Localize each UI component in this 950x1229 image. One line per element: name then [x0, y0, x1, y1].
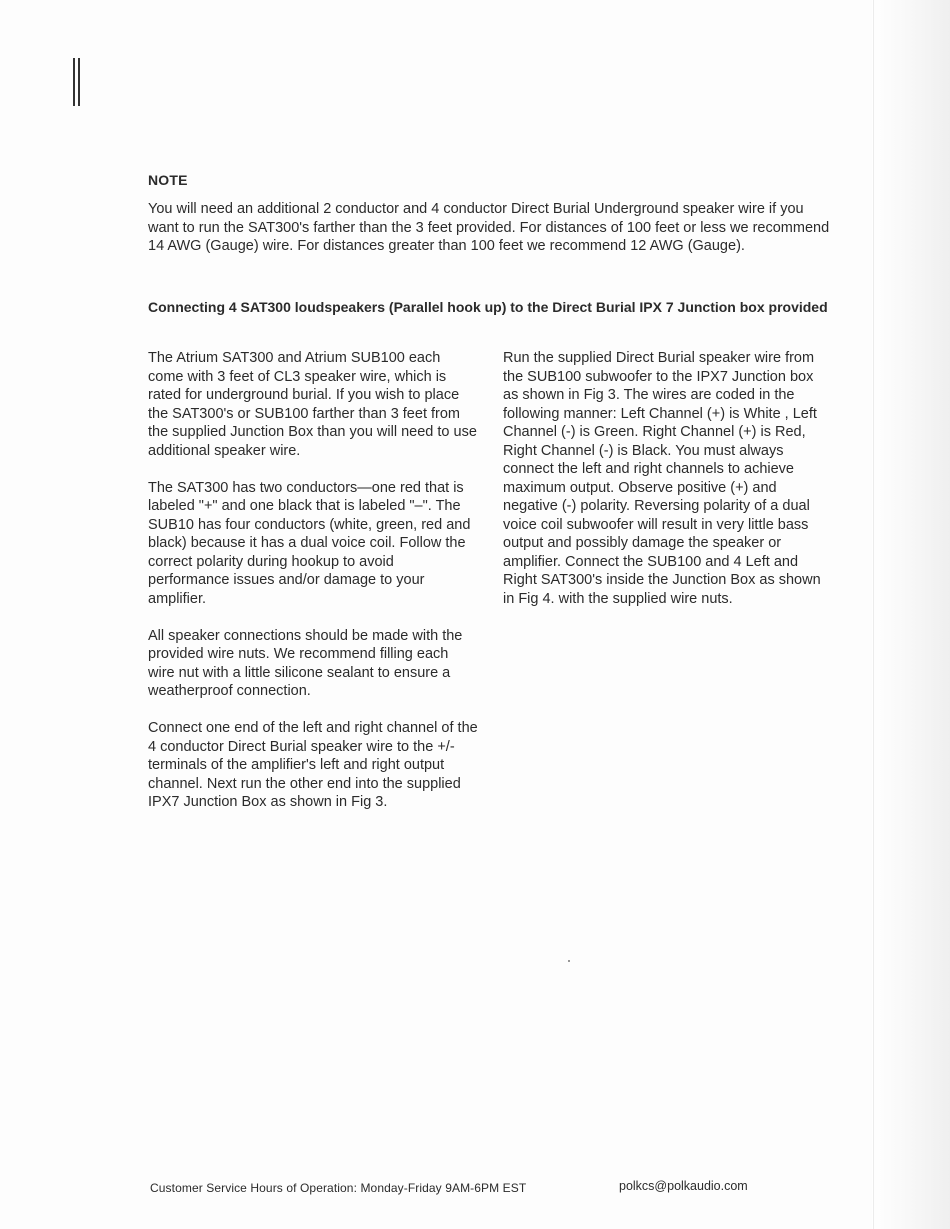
margin-binding-marks	[73, 58, 83, 106]
paragraph: All speaker connections should be made with the provided wire nuts. We recommend filling each wire nut with a little silicone sealant to ensure a weatherproof connection.	[148, 627, 463, 699]
left-column	[148, 349, 478, 830]
paragraph: The Atrium SAT300 and Atrium SUB100 each come with 3 feet of CL3 speaker wire, which is rated for underground burial. If you wish to place the SAT300's or SUB100 farther than 3 feet from the supplied Junction Box than you will need to use additional speaker wire.	[148, 350, 477, 459]
binding-line	[73, 58, 75, 106]
binding-line	[78, 58, 80, 106]
footer-email: polkcs@polkaudio.com	[619, 1179, 748, 1193]
paragraph: The SAT300 has two conductors—one red that is labeled "+" and one black that is labeled "–". The SUB10 has four conductors (white, green, red and black) because it has a dual voice coil. Follow the correct polarity during hookup to avoid performance issues and/or damage to your amplifier.	[148, 479, 471, 607]
footer-service-hours: Customer Service Hours of Operation: Monday-Friday 9AM-6PM EST	[150, 1181, 527, 1195]
right-column	[503, 349, 828, 627]
note-body: You will need an additional 2 conductor and 4 conductor Direct Burial Underground speaker wire if you want to run the SAT300's farther than the 3 feet provided. For distances of 100 feet or less we recommend 14 AWG (Gauge) wire. For distances greater than 100 feet we recommend 12 AWG (Gauge).	[148, 201, 830, 254]
scan-edge-line	[873, 0, 874, 1229]
paragraph: Run the supplied Direct Burial speaker wire from the SUB100 subwoofer to the IPX7 Junction box as shown in Fig 3. The wires are coded in the following manner: Left Channel (+) is White , Left Channel (-) is Green. Right Channel (+) is Red, Right Channel (-) is Black. You must always connect the left and right channels to achieve maximum output. Observe positive (+) and negative (-) polarity. Reversing polarity of a dual voice coil subwoofer will result in very little bass output and possibly damage the speaker or amplifier. Connect the SUB100 and 4 Left and Right SAT300's inside the Junction Box as shown in Fig 4. with the supplied wire nuts.	[503, 350, 821, 607]
scan-edge-shadow	[872, 0, 950, 1229]
paragraph: Connect one end of the left and right channel of the 4 conductor Direct Burial speaker wire to the +/- terminals of the amplifier's left and right output channel. Next run the other end into the supplied IPX7 Junction Box as shown in Fig 3.	[148, 720, 478, 810]
note-title: NOTE	[148, 172, 188, 188]
scan-speck	[568, 960, 570, 962]
section-heading: Connecting 4 SAT300 loudspeakers (Parallel hook up) to the Direct Burial IPX 7 Junction box provided	[148, 299, 828, 315]
